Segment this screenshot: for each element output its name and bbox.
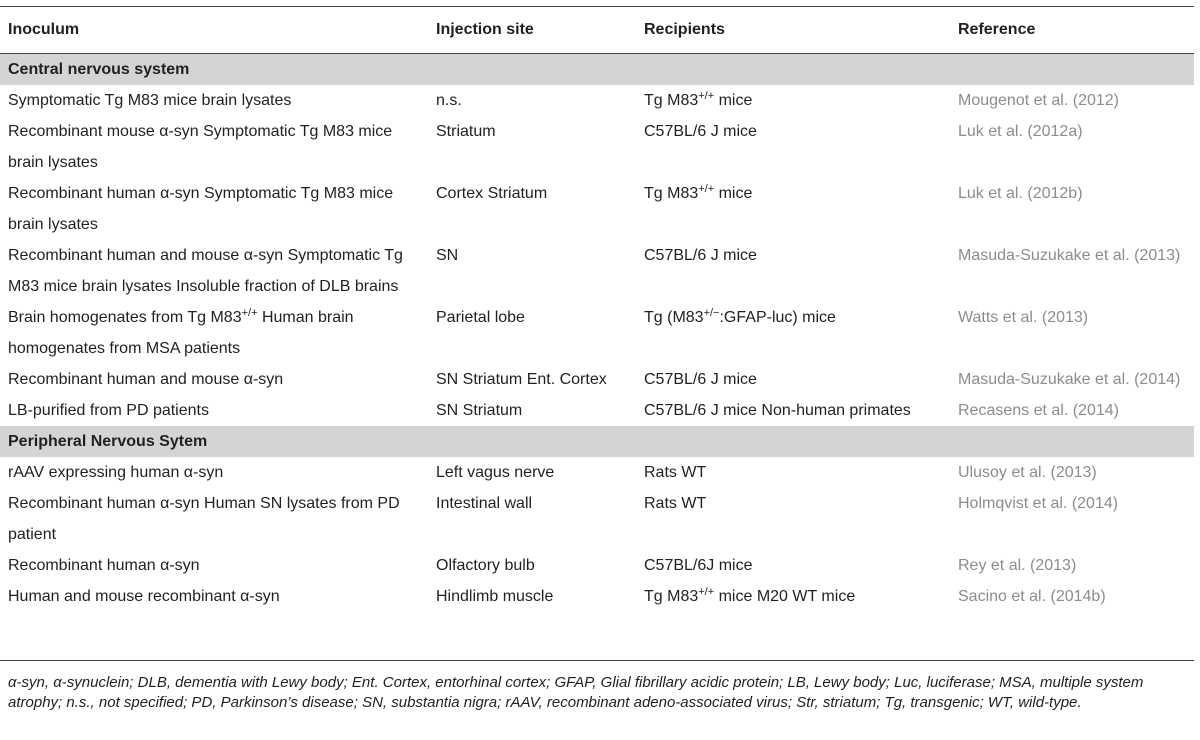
cell-reference: Mougenot et al. (2012) (958, 92, 1119, 109)
table-row (0, 395, 1194, 426)
cell-recipients: Rats WT (644, 495, 707, 512)
recipients-text: Tg M83 (644, 588, 699, 605)
genotype-superscript: +/+ (698, 90, 715, 102)
cell-recipients: C57BL/6 J mice Non-human primates (644, 402, 911, 419)
cell-reference: Ulusoy et al. (2013) (958, 464, 1097, 481)
table-row (0, 364, 1194, 395)
cell-injection-site: Left vagus nerve (436, 464, 555, 481)
cell-recipients (636, 302, 950, 364)
cell-recipients: C57BL/6 J mice (644, 123, 757, 140)
cell-injection-site: Olfactory bulb (436, 557, 535, 574)
table-row (0, 581, 1194, 612)
cell-inoculum: LB-purified from PD patients (8, 402, 209, 419)
table-row (0, 116, 1194, 178)
cell-reference: Masuda-Suzukake et al. (2013) (958, 247, 1181, 264)
header-inoculum: Inoculum (8, 21, 80, 38)
recipients-text: Tg M83 (644, 92, 699, 109)
table-row (0, 550, 1194, 581)
recipients-text: Tg M83 (644, 185, 699, 202)
section-row-pns (0, 426, 1194, 457)
cell-recipients: Rats WT (644, 464, 707, 481)
cell-inoculum: Recombinant human and mouse α-syn (8, 371, 284, 388)
header-row (0, 7, 1194, 54)
recipients-tail: mice (714, 92, 753, 109)
table-row (0, 178, 1194, 240)
table-row (0, 302, 1194, 364)
cell-injection-site: n.s. (436, 92, 462, 109)
section-row-cns (0, 54, 1194, 86)
cell-recipients: C57BL/6 J mice (644, 371, 757, 388)
recipients-tail: mice (714, 185, 753, 202)
recipients-tail: mice M20 WT mice (714, 588, 856, 605)
header-reference: Reference (958, 21, 1036, 38)
inoculation-table (0, 6, 1194, 612)
inoculum-text: Brain homogenates from Tg M83 (8, 309, 242, 326)
cell-injection-site: Hindlimb muscle (436, 588, 554, 605)
cell-inoculum: rAAV expressing human α-syn (8, 464, 224, 481)
section-label: Peripheral Nervous Sytem (0, 426, 1194, 457)
cell-inoculum: Recombinant human α-syn Symptomatic Tg M83 mice brain lysates (8, 185, 394, 233)
header-injection-site: Injection site (436, 21, 534, 38)
cell-reference: Luk et al. (2012b) (958, 185, 1083, 202)
cell-recipients (636, 581, 950, 612)
cell-inoculum: Recombinant human α-syn (8, 557, 200, 574)
cell-recipients: C57BL/6J mice (644, 557, 753, 574)
recipients-tail: :GFAP-luc) mice (719, 309, 836, 326)
genotype-superscript: +/+ (698, 586, 715, 598)
table-row (0, 457, 1194, 488)
cell-recipients: C57BL/6 J mice (644, 247, 757, 264)
cell-reference: Luk et al. (2012a) (958, 123, 1083, 140)
cell-injection-site: SN Striatum (436, 402, 523, 419)
cell-recipients (636, 85, 950, 116)
cell-injection-site: SN (436, 247, 459, 264)
cell-injection-site: Striatum (436, 123, 496, 140)
cell-inoculum: Human and mouse recombinant α-syn (8, 588, 280, 605)
genotype-superscript: +/+ (698, 183, 715, 195)
cell-inoculum: Symptomatic Tg M83 mice brain lysates (8, 92, 292, 109)
cell-injection-site: Intestinal wall (436, 495, 533, 512)
table-row (0, 488, 1194, 550)
cell-injection-site: Parietal lobe (436, 309, 525, 326)
genotype-superscript: +/+ (241, 307, 258, 319)
inoculum-tail: Human brain homogenates from MSA patients (8, 309, 354, 357)
header-recipients: Recipients (644, 21, 725, 38)
cell-reference: Masuda-Suzukake et al. (2014) (958, 371, 1181, 388)
cell-inoculum: Recombinant human α-syn Human SN lysates from PD patient (8, 495, 400, 543)
cell-reference: Watts et al. (2013) (958, 309, 1089, 326)
table-row (0, 85, 1194, 116)
recipients-text: Tg (M83 (644, 309, 704, 326)
cell-reference: Sacino et al. (2014b) (958, 588, 1106, 605)
cell-inoculum: Recombinant human and mouse α-syn Symptomatic Tg M83 mice brain lysates Insoluble fraction of DLB brains (8, 247, 403, 295)
section-label: Central nervous system (0, 54, 1194, 86)
table-bottom-rule (0, 660, 1194, 661)
genotype-superscript: +/− (703, 307, 720, 319)
table-row (0, 240, 1194, 302)
cell-inoculum: Recombinant mouse α-syn Symptomatic Tg M83 mice brain lysates (8, 123, 393, 171)
cell-injection-site: SN Striatum Ent. Cortex (436, 371, 607, 388)
cell-reference: Rey et al. (2013) (958, 557, 1077, 574)
cell-reference: Holmqvist et al. (2014) (958, 495, 1119, 512)
cell-inoculum (0, 302, 428, 364)
abbreviations-footnote: α-syn, α-synuclein; DLB, dementia with Lewy body; Ent. Cortex, entorhinal cortex; GFAP, Glial fibrillary acidic protein; LB, Lewy body; Luc, luciferase; MSA, multiple system atrophy; n.s., not specified; PD, Parkinson’s disease; SN, substantia nigra; rAAV, recombinant adeno-associated virus; Str, striatum; Tg, transgenic; WT, wild-type. (8, 674, 1144, 711)
cell-injection-site: Cortex Striatum (436, 185, 548, 202)
cell-recipients (636, 178, 950, 240)
cell-reference: Recasens et al. (2014) (958, 402, 1119, 419)
